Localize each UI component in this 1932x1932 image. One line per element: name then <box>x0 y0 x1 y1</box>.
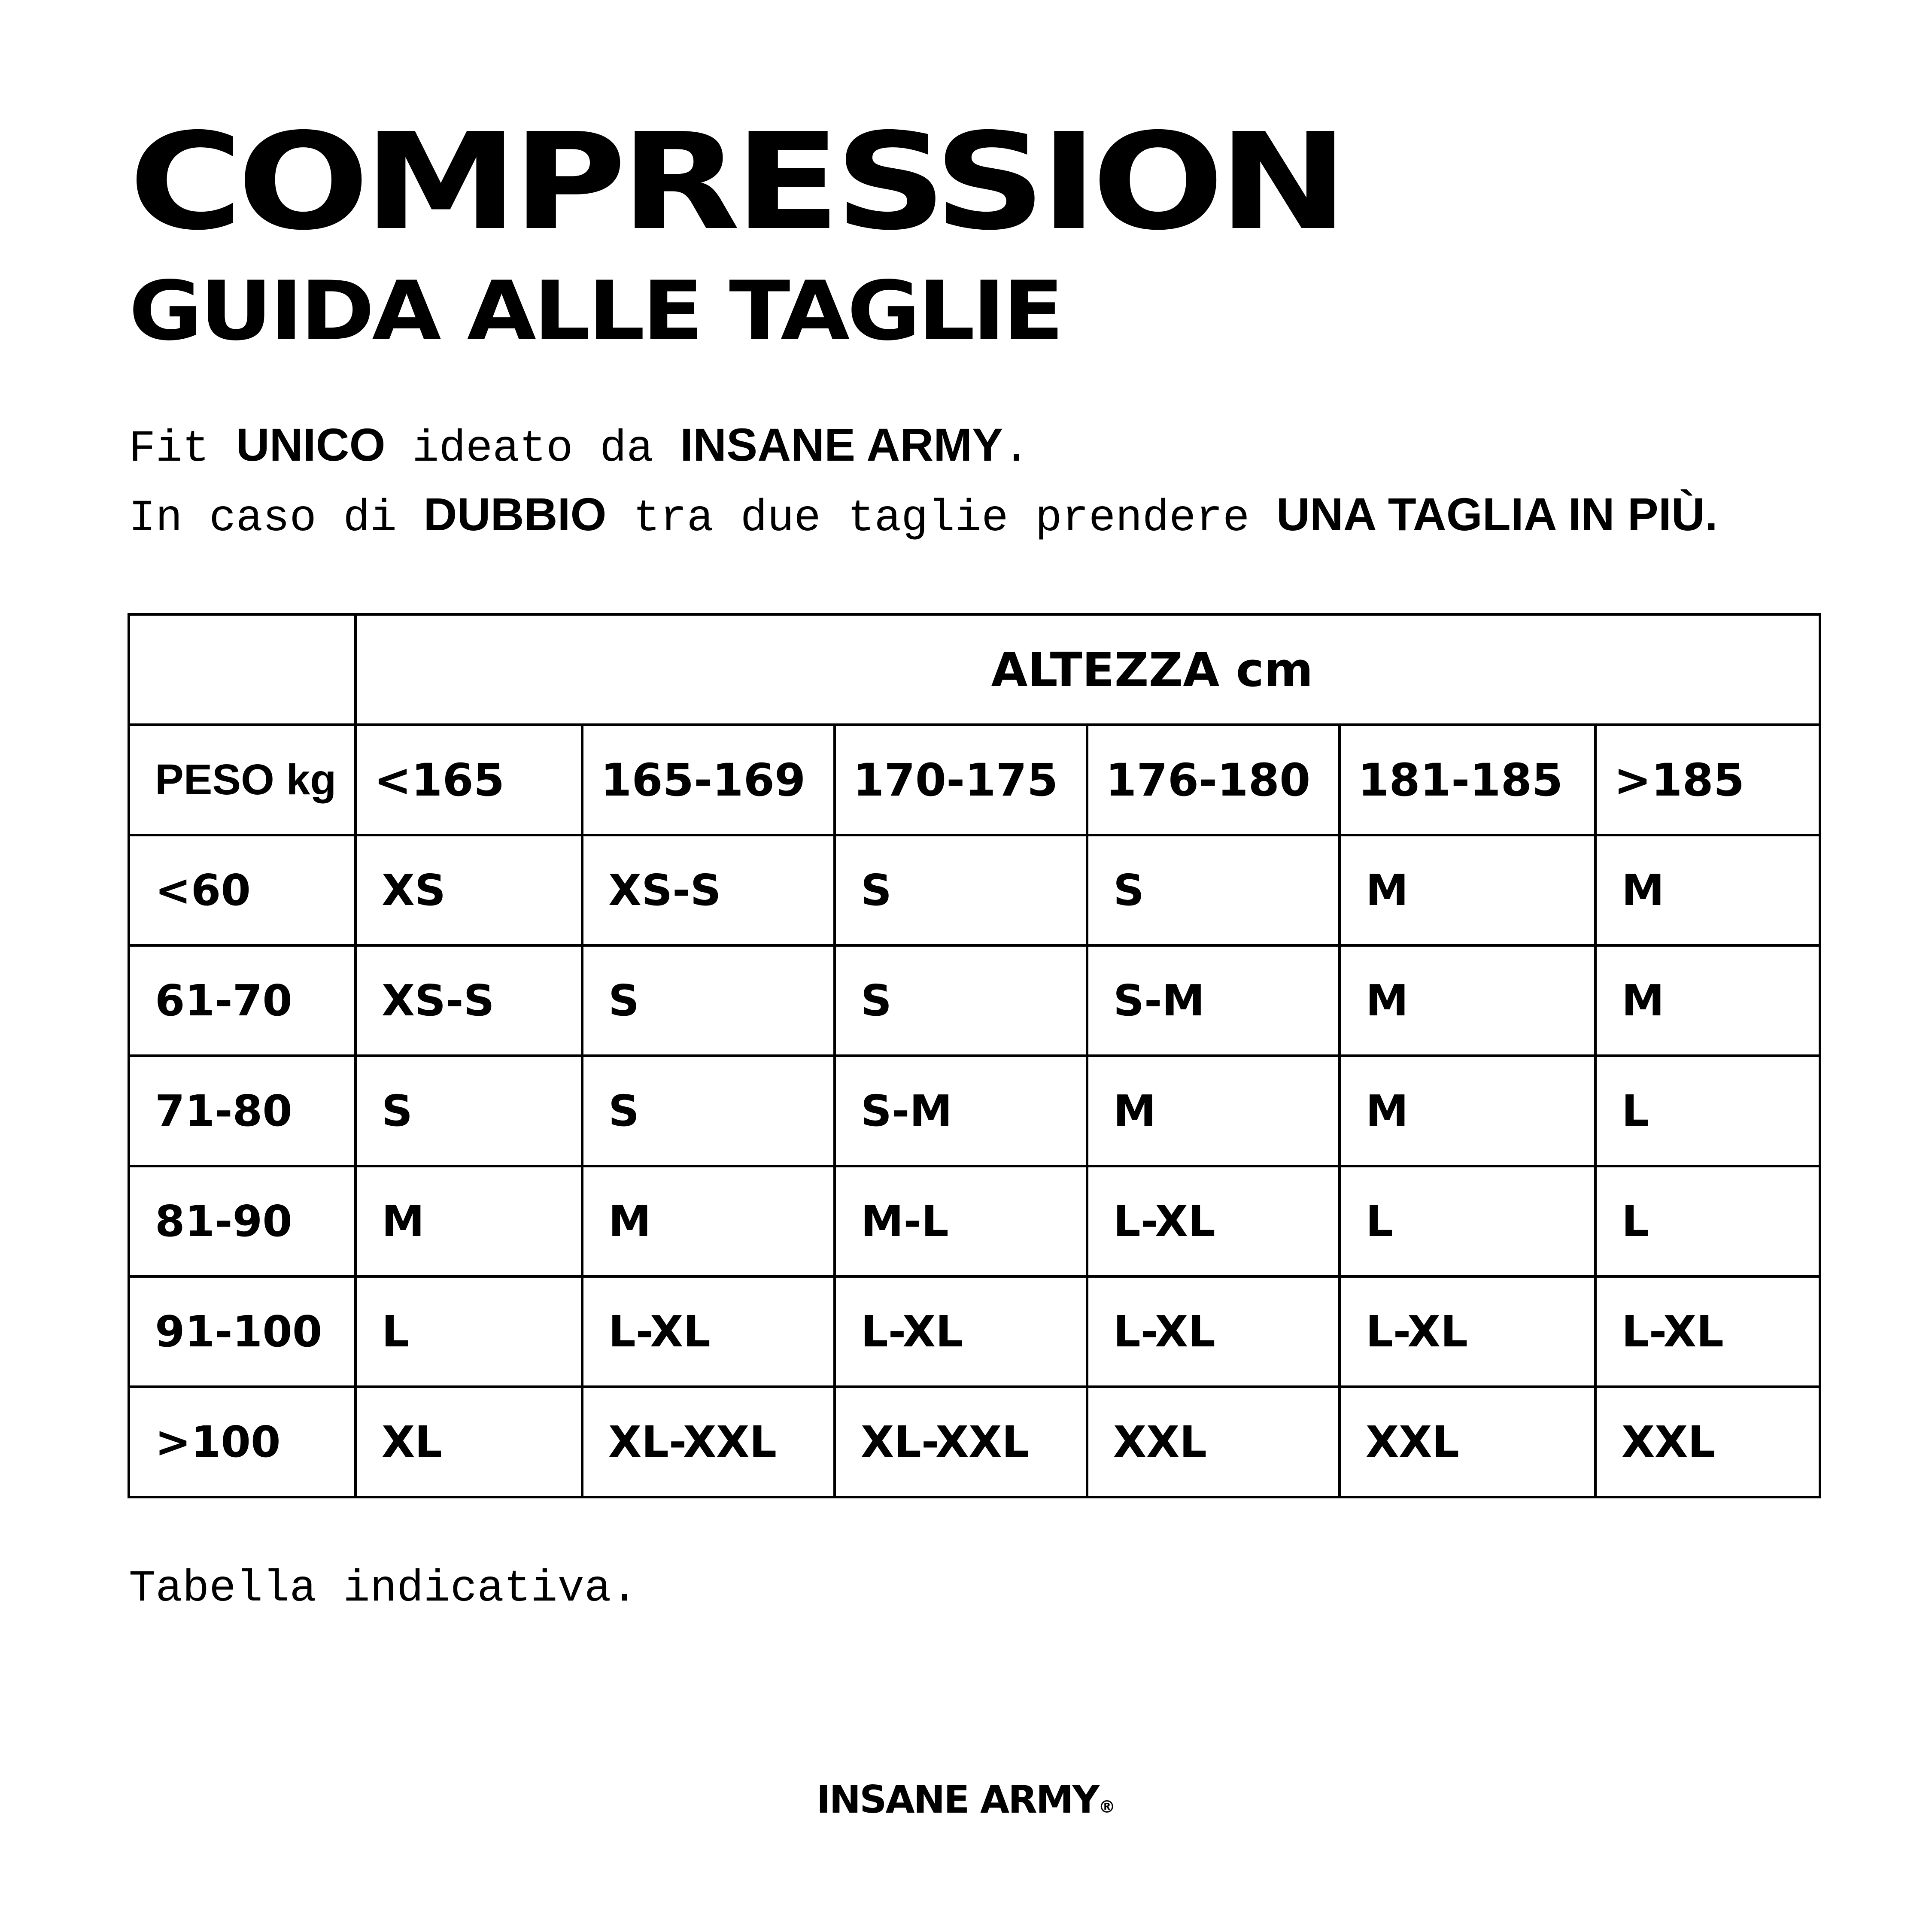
weight-range-cell: <60 <box>129 835 355 945</box>
table-header-row-heights <box>129 725 1820 835</box>
height-header: ALTEZZA cm <box>355 614 1820 725</box>
intro-text-fragment: tra due taglie prendere <box>606 493 1276 544</box>
size-cell: L-XL <box>1087 1166 1340 1276</box>
size-cell: L <box>1595 1056 1820 1166</box>
intro-text <box>129 412 1718 551</box>
intro-text-fragment: . <box>1003 424 1030 474</box>
size-cell: XS-S <box>355 945 582 1056</box>
height-range-cell: 181-185 <box>1340 725 1595 835</box>
size-cell: XL-XXL <box>835 1387 1087 1497</box>
table-row <box>129 945 1820 1056</box>
size-cell: S <box>582 945 835 1056</box>
weight-range-cell: 71-80 <box>129 1056 355 1166</box>
size-cell: M <box>1340 835 1595 945</box>
size-table <box>128 613 1821 1498</box>
registered-mark: ® <box>1098 1797 1116 1817</box>
size-cell: M-L <box>835 1166 1087 1276</box>
height-range-cell: 170-175 <box>835 725 1087 835</box>
size-cell: M <box>1595 835 1820 945</box>
size-cell: XL-XXL <box>582 1387 835 1497</box>
table-row <box>129 835 1820 945</box>
size-cell: M <box>1595 945 1820 1056</box>
weight-range-cell: 81-90 <box>129 1166 355 1276</box>
page-subtitle: GUIDA ALLE TAGLIE <box>129 264 1061 358</box>
brand-name: INSANE ARMY <box>816 1777 1099 1822</box>
height-range-cell: 165-169 <box>582 725 835 835</box>
size-cell: S <box>835 835 1087 945</box>
size-cell: M <box>1087 1056 1340 1166</box>
size-cell: L-XL <box>1595 1276 1820 1387</box>
size-cell: L <box>355 1276 582 1387</box>
table-corner-cell <box>129 614 355 725</box>
intro-emphasis: INSANE ARMY <box>680 419 1003 471</box>
intro-line-1 <box>129 412 1718 482</box>
size-cell: S <box>355 1056 582 1166</box>
weight-range-cell: >100 <box>129 1387 355 1497</box>
size-cell: L-XL <box>582 1276 835 1387</box>
size-cell: L <box>1340 1166 1595 1276</box>
intro-emphasis: DUBBIO <box>423 488 607 540</box>
size-cell: XL <box>355 1387 582 1497</box>
table-row <box>129 1056 1820 1166</box>
size-cell: XS-S <box>582 835 835 945</box>
size-cell: S-M <box>1087 945 1340 1056</box>
intro-emphasis: UNA TAGLIA IN PIÙ. <box>1276 488 1718 540</box>
height-range-cell: <165 <box>355 725 582 835</box>
table-note: Tabella indicativa. <box>129 1564 638 1614</box>
intro-text-fragment: In caso di <box>129 493 424 544</box>
height-range-cell: >185 <box>1595 725 1820 835</box>
size-cell: XXL <box>1087 1387 1340 1497</box>
size-cell: M <box>1340 945 1595 1056</box>
size-cell: M <box>582 1166 835 1276</box>
size-cell: XXL <box>1340 1387 1595 1497</box>
intro-text-fragment: ideato da <box>385 424 680 474</box>
table-header-row-altezza <box>129 614 1820 725</box>
size-cell: S-M <box>835 1056 1087 1166</box>
size-cell: L <box>1595 1166 1820 1276</box>
size-cell: XS <box>355 835 582 945</box>
size-cell: S <box>835 945 1087 1056</box>
table-row <box>129 1276 1820 1387</box>
size-cell: L-XL <box>1087 1276 1340 1387</box>
size-cell: S <box>582 1056 835 1166</box>
brand-logo <box>0 1777 1932 1822</box>
weight-header: PESO kg <box>129 725 355 835</box>
size-cell: S <box>1087 835 1340 945</box>
intro-emphasis: UNICO <box>236 419 386 471</box>
weight-range-cell: 61-70 <box>129 945 355 1056</box>
weight-range-cell: 91-100 <box>129 1276 355 1387</box>
page-title: COMPRESSION <box>129 105 1343 260</box>
table-row <box>129 1387 1820 1497</box>
size-cell: M <box>355 1166 582 1276</box>
intro-text-fragment: Fit <box>129 424 236 474</box>
size-cell: XXL <box>1595 1387 1820 1497</box>
height-range-cell: 176-180 <box>1087 725 1340 835</box>
table-row <box>129 1166 1820 1276</box>
intro-line-2 <box>129 482 1718 551</box>
size-cell: M <box>1340 1056 1595 1166</box>
size-cell: L-XL <box>835 1276 1087 1387</box>
size-cell: L-XL <box>1340 1276 1595 1387</box>
